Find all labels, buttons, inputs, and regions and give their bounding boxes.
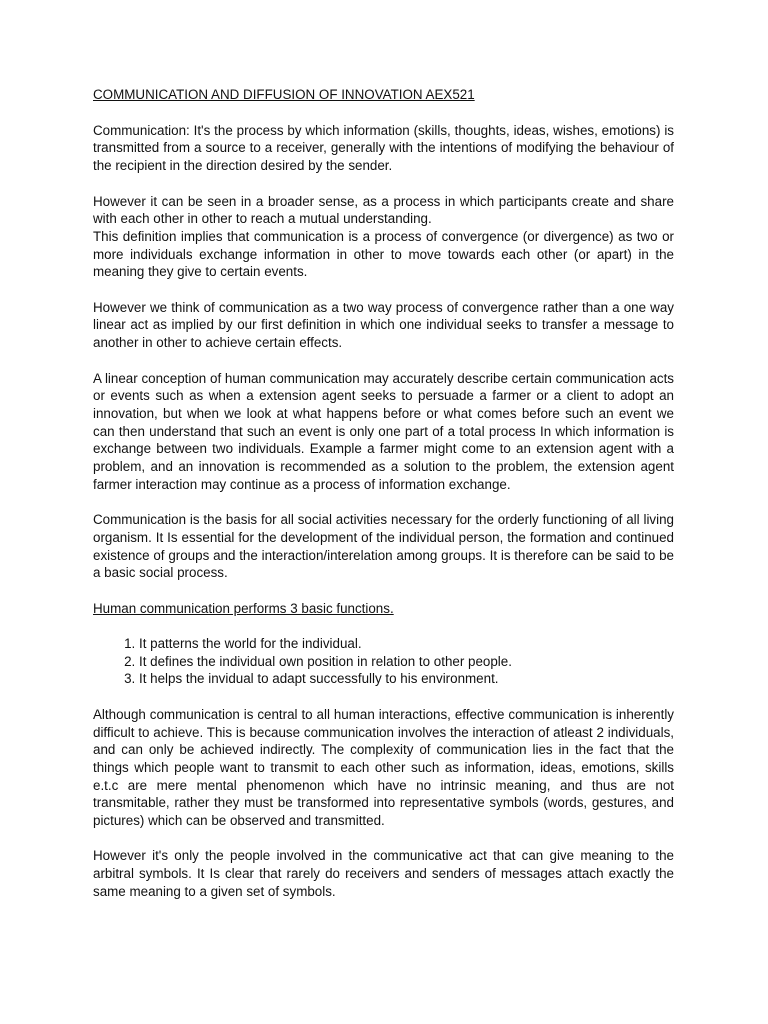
functions-heading: Human communication performs 3 basic functions. <box>93 600 394 616</box>
paragraph-two-way-process: However we think of communication as a two way process of convergence rather than a one way linear act as implied by our first definition in which one individual seeks to transfer a message to another in other to achieve certain effects. <box>93 299 674 351</box>
paragraph-social-basis: Communication is the basis for all social activities necessary for the orderly functioning of all living organism. It Is essential for the development of the individual person, the formation and continued existence of groups and the interaction/interelation among groups. It is therefore can be said to be a basic social process. <box>93 512 674 581</box>
list-item: 2. It defines the individual own position in relation to other people. <box>139 653 674 671</box>
paragraph-linear-conception: A linear conception of human communication may accurately describe certain communication acts or events such as when a extension agent seeks to persuade a farmer or a client to adopt an innovation, but when we look at what happens before or what comes before such an event we can then understand that such an event is only one part of a total process In which information is exchange between two individuals. Example a farmer might come to an extension agent with a problem, and an innovation is recommended as a solution to the problem, the extension agent farmer interaction may continue as a process of information exchange. <box>93 370 674 492</box>
document-page <box>93 86 674 918</box>
document-title: COMMUNICATION AND DIFFUSION OF INNOVATION AEX521 <box>93 87 475 102</box>
paragraph-difficulty: Although communication is central to all human interactions, effective communication is inherently difficult to achieve. This is because communication involves the interaction of atleast 2 individuals, and can only be achieved indirectly. The complexity of communication lies in the fact that the things which people want to transmit to each other such as information, ideas, emotions, skills e.t.c are mere mental phenomenon which have no intrinsic meaning, and thus are not transmitable, rather they must be transformed into representative symbols (words, gestures, and pictures) which can be observed and transmitted. <box>93 706 674 829</box>
list-item: 3. It helps the invidual to adapt successfully to his environment. <box>139 670 674 688</box>
paragraph-broader-sense: However it can be seen in a broader sense, as a process in which participants create and share with each other in other to reach a mutual understanding. <box>93 193 674 227</box>
functions-list <box>93 635 674 688</box>
paragraph-definition: Communication: It's the process by which information (skills, thoughts, ideas, wishes, emotions) is transmitted from a source to a receiver, generally with the intentions of modifying the behaviour of the recipient in the direction desired by the sender. <box>93 122 674 174</box>
paragraph-meaning: However it's only the people involved in the communicative act that can give meaning to the arbitral symbols. It Is clear that rarely do receivers and senders of messages attach exactly the same meaning to a given set of symbols. <box>93 848 674 899</box>
list-item: 1. It patterns the world for the individual. <box>139 635 674 653</box>
paragraph-convergence: This definition implies that communication is a process of convergence (or divergence) as two or more individuals exchange information in other to move towards each other (or apart) in the meaning they give to certain events. <box>93 228 674 280</box>
